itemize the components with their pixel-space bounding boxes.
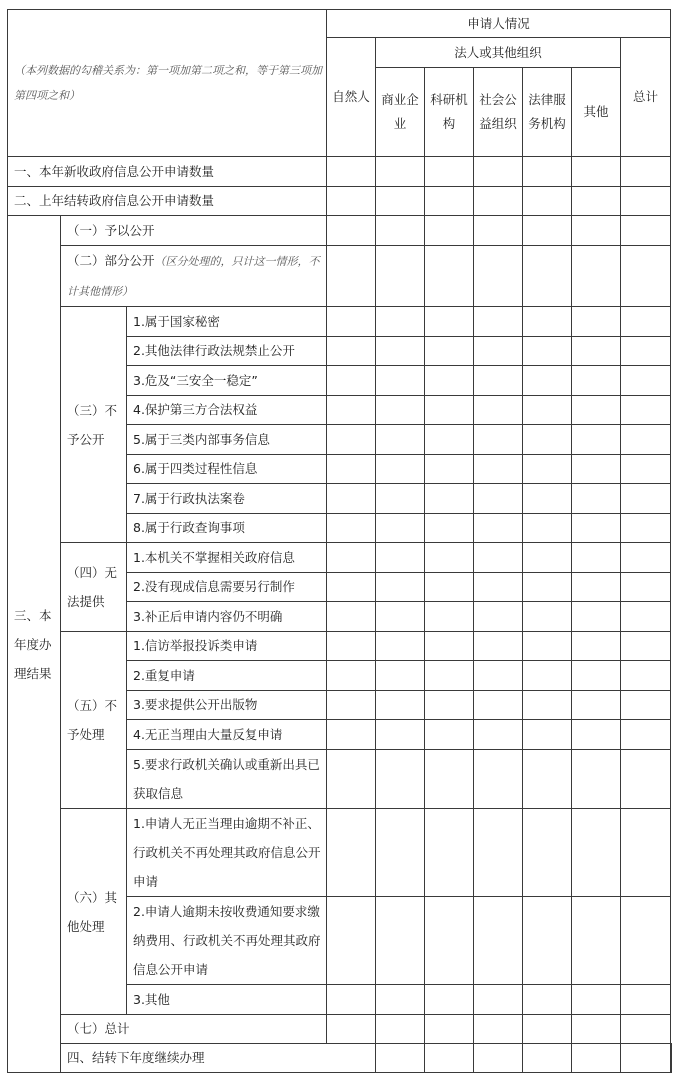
data-cell[interactable] xyxy=(474,632,523,661)
data-cell[interactable] xyxy=(523,514,572,543)
data-cell[interactable] xyxy=(572,246,621,307)
data-cell[interactable] xyxy=(425,396,474,425)
header-legal-service: 法律服务机构 xyxy=(523,68,572,157)
data-cell[interactable] xyxy=(572,661,621,691)
data-cell[interactable] xyxy=(474,543,523,573)
data-cell[interactable] xyxy=(425,514,474,543)
data-cell[interactable] xyxy=(621,632,671,661)
data-cell[interactable] xyxy=(327,484,376,514)
data-cell[interactable] xyxy=(474,157,523,187)
data-cell[interactable] xyxy=(523,661,572,691)
data-cell[interactable] xyxy=(474,337,523,366)
data-cell[interactable] xyxy=(425,157,474,187)
row-item-label: 3.要求提供公开出版物 xyxy=(127,691,327,720)
data-cell[interactable] xyxy=(425,543,474,573)
data-cell[interactable] xyxy=(523,1044,572,1073)
data-cell[interactable] xyxy=(376,187,425,216)
data-cell[interactable] xyxy=(621,246,671,307)
data-cell[interactable] xyxy=(621,307,671,337)
data-cell[interactable] xyxy=(376,484,425,514)
data-cell[interactable] xyxy=(523,366,572,396)
data-cell[interactable] xyxy=(621,1015,671,1044)
data-cell[interactable] xyxy=(327,602,376,632)
data-cell[interactable] xyxy=(376,573,425,602)
data-cell[interactable] xyxy=(425,1015,474,1044)
data-cell[interactable] xyxy=(376,216,425,246)
partial-disclosure-text: （二）部分公开 xyxy=(67,253,155,268)
data-cell[interactable] xyxy=(474,602,523,632)
data-cell[interactable] xyxy=(523,809,572,897)
data-cell[interactable] xyxy=(376,632,425,661)
data-cell[interactable] xyxy=(425,897,474,985)
data-cell[interactable] xyxy=(376,1044,425,1073)
data-cell[interactable] xyxy=(425,425,474,455)
data-cell[interactable] xyxy=(327,337,376,366)
data-cell[interactable] xyxy=(621,691,671,720)
data-cell[interactable] xyxy=(474,187,523,216)
data-cell[interactable] xyxy=(572,691,621,720)
data-cell[interactable] xyxy=(474,1015,523,1044)
data-cell[interactable] xyxy=(572,366,621,396)
data-cell[interactable] xyxy=(327,425,376,455)
row-item-label: 2.没有现成信息需要另行制作 xyxy=(127,573,327,602)
data-cell[interactable] xyxy=(523,985,572,1015)
data-cell[interactable] xyxy=(572,455,621,484)
data-cell[interactable] xyxy=(572,897,621,985)
row-subtotal-label: （七）总计 xyxy=(61,1015,327,1044)
data-cell[interactable] xyxy=(523,750,572,809)
data-cell[interactable] xyxy=(474,455,523,484)
data-cell[interactable] xyxy=(523,897,572,985)
data-cell[interactable] xyxy=(425,573,474,602)
data-cell[interactable] xyxy=(621,573,671,602)
data-cell[interactable] xyxy=(474,720,523,750)
data-cell[interactable] xyxy=(671,1044,672,1073)
data-cell[interactable] xyxy=(474,809,523,897)
row-item-label: 4.保护第三方合法权益 xyxy=(127,396,327,425)
data-cell[interactable] xyxy=(572,425,621,455)
data-cell[interactable] xyxy=(376,337,425,366)
data-cell[interactable] xyxy=(474,216,523,246)
data-cell[interactable] xyxy=(572,632,621,661)
row-unable-to-provide-label: （四）无法提供 xyxy=(61,543,127,632)
row-item-label: 1.属于国家秘密 xyxy=(127,307,327,337)
data-cell[interactable] xyxy=(376,985,425,1015)
data-cell[interactable] xyxy=(572,985,621,1015)
data-cell[interactable] xyxy=(376,396,425,425)
data-cell[interactable] xyxy=(376,897,425,985)
header-natural-person: 自然人 xyxy=(327,38,376,157)
data-cell[interactable] xyxy=(376,720,425,750)
header-research: 科研机构 xyxy=(425,68,474,157)
data-cell[interactable] xyxy=(425,366,474,396)
data-cell[interactable] xyxy=(376,157,425,187)
data-cell[interactable] xyxy=(474,246,523,307)
data-cell[interactable] xyxy=(572,543,621,573)
data-cell[interactable] xyxy=(425,632,474,661)
data-cell[interactable] xyxy=(425,216,474,246)
data-cell[interactable] xyxy=(621,661,671,691)
data-cell[interactable] xyxy=(376,307,425,337)
data-cell[interactable] xyxy=(621,602,671,632)
data-cell[interactable] xyxy=(621,157,671,187)
data-cell[interactable] xyxy=(621,720,671,750)
data-cell[interactable] xyxy=(376,691,425,720)
row-item-label: 2.申请人逾期未按收费通知要求缴纳费用、行政机关不再处理其政府信息公开申请 xyxy=(127,897,327,985)
data-cell[interactable] xyxy=(474,691,523,720)
data-cell[interactable] xyxy=(425,1044,474,1073)
data-cell[interactable] xyxy=(572,157,621,187)
data-cell[interactable] xyxy=(425,985,474,1015)
data-cell[interactable] xyxy=(425,661,474,691)
data-cell[interactable] xyxy=(376,809,425,897)
data-cell[interactable] xyxy=(327,661,376,691)
data-cell[interactable] xyxy=(523,602,572,632)
data-cell[interactable] xyxy=(474,425,523,455)
data-cell[interactable] xyxy=(572,307,621,337)
data-cell[interactable] xyxy=(425,750,474,809)
partial-disclosure-note: （区分处理的，只计这一情形，不计其他情形） xyxy=(67,255,320,298)
data-cell[interactable] xyxy=(572,1044,621,1073)
data-cell[interactable] xyxy=(376,661,425,691)
data-cell[interactable] xyxy=(425,484,474,514)
data-cell[interactable] xyxy=(523,396,572,425)
data-cell[interactable] xyxy=(523,1015,572,1044)
data-cell[interactable] xyxy=(621,484,671,514)
data-cell[interactable] xyxy=(474,307,523,337)
data-cell[interactable] xyxy=(376,514,425,543)
data-cell[interactable] xyxy=(376,455,425,484)
data-cell[interactable] xyxy=(474,396,523,425)
data-cell[interactable] xyxy=(621,543,671,573)
data-cell[interactable] xyxy=(474,484,523,514)
row-item-label: 3.危及“三安全一稳定” xyxy=(127,366,327,396)
data-cell[interactable] xyxy=(327,366,376,396)
data-cell[interactable] xyxy=(621,425,671,455)
row-item-label: 5.属于三类内部事务信息 xyxy=(127,425,327,455)
data-cell[interactable] xyxy=(376,602,425,632)
data-cell[interactable] xyxy=(523,307,572,337)
data-cell[interactable] xyxy=(523,455,572,484)
data-cell[interactable] xyxy=(523,246,572,307)
data-cell[interactable] xyxy=(523,632,572,661)
data-cell[interactable] xyxy=(327,750,376,809)
data-cell[interactable] xyxy=(327,1015,376,1044)
row-item-label: 1.本机关不掌握相关政府信息 xyxy=(127,543,327,573)
row-item-label: 1.信访举报投诉类申请 xyxy=(127,632,327,661)
data-cell[interactable] xyxy=(376,543,425,573)
data-cell[interactable] xyxy=(327,897,376,985)
data-cell[interactable] xyxy=(621,187,671,216)
data-cell[interactable] xyxy=(572,1015,621,1044)
data-cell[interactable] xyxy=(376,425,425,455)
row-item-label: 5.要求行政机关确认或重新出具已获取信息 xyxy=(127,750,327,809)
data-cell[interactable] xyxy=(327,246,376,307)
data-cell[interactable] xyxy=(327,216,376,246)
data-cell[interactable] xyxy=(621,514,671,543)
data-cell[interactable] xyxy=(523,337,572,366)
header-public-welfare: 社会公益组织 xyxy=(474,68,523,157)
data-cell[interactable] xyxy=(621,750,671,809)
data-cell[interactable] xyxy=(572,337,621,366)
data-cell[interactable] xyxy=(523,157,572,187)
data-cell[interactable] xyxy=(425,187,474,216)
header-other: 其他 xyxy=(572,68,621,157)
data-cell[interactable] xyxy=(425,602,474,632)
data-cell[interactable] xyxy=(327,157,376,187)
row-carried-over-label: 二、上年结转政府信息公开申请数量 xyxy=(8,187,327,216)
row-item-label: 3.其他 xyxy=(127,985,327,1015)
data-cell[interactable] xyxy=(523,691,572,720)
row-results-label: 三、本年度办理结果 xyxy=(8,216,61,1073)
row-new-requests-label: 一、本年新收政府信息公开申请数量 xyxy=(8,157,327,187)
data-cell[interactable] xyxy=(523,484,572,514)
data-cell[interactable] xyxy=(474,985,523,1015)
data-cell[interactable] xyxy=(621,366,671,396)
data-cell[interactable] xyxy=(474,1044,523,1073)
data-cell[interactable] xyxy=(425,307,474,337)
data-cell[interactable] xyxy=(425,246,474,307)
data-cell[interactable] xyxy=(621,809,671,897)
data-cell[interactable] xyxy=(572,750,621,809)
data-cell[interactable] xyxy=(474,897,523,985)
data-cell[interactable] xyxy=(376,246,425,307)
data-cell[interactable] xyxy=(572,514,621,543)
header-note: （本列数据的勾稽关系为：第一项加第二项之和，等于第三项加第四项之和） xyxy=(8,10,327,157)
data-cell[interactable] xyxy=(523,187,572,216)
data-cell[interactable] xyxy=(327,514,376,543)
data-cell[interactable] xyxy=(572,484,621,514)
data-cell[interactable] xyxy=(425,720,474,750)
data-cell[interactable] xyxy=(327,985,376,1015)
data-cell[interactable] xyxy=(327,720,376,750)
data-cell[interactable] xyxy=(327,691,376,720)
data-cell[interactable] xyxy=(327,455,376,484)
data-cell[interactable] xyxy=(376,750,425,809)
data-cell[interactable] xyxy=(474,750,523,809)
data-cell[interactable] xyxy=(474,661,523,691)
header-applicant-info: 申请人情况 xyxy=(327,10,671,38)
row-carry-forward-label: 四、结转下年度继续办理 xyxy=(61,1044,376,1073)
data-cell[interactable] xyxy=(572,216,621,246)
data-cell[interactable] xyxy=(572,720,621,750)
data-cell[interactable] xyxy=(327,573,376,602)
data-cell[interactable] xyxy=(572,187,621,216)
data-cell[interactable] xyxy=(523,573,572,602)
header-total: 总计 xyxy=(621,38,671,157)
data-cell[interactable] xyxy=(425,337,474,366)
data-cell[interactable] xyxy=(327,396,376,425)
row-disclosed-label: （一）予以公开 xyxy=(61,216,327,246)
data-cell[interactable] xyxy=(621,337,671,366)
data-cell[interactable] xyxy=(425,455,474,484)
data-cell[interactable] xyxy=(474,573,523,602)
row-item-label: 2.其他法律行政法规禁止公开 xyxy=(127,337,327,366)
row-item-label: 2.重复申请 xyxy=(127,661,327,691)
data-cell[interactable] xyxy=(523,216,572,246)
row-item-label: 1.申请人无正当理由逾期不补正、行政机关不再处理其政府信息公开申请 xyxy=(127,809,327,897)
data-cell[interactable] xyxy=(572,809,621,897)
row-item-label: 8.属于行政查询事项 xyxy=(127,514,327,543)
data-cell[interactable] xyxy=(572,602,621,632)
data-cell[interactable] xyxy=(621,897,671,985)
row-item-label: 6.属于四类过程性信息 xyxy=(127,455,327,484)
header-legal-or-org: 法人或其他组织 xyxy=(376,38,621,68)
data-cell[interactable] xyxy=(376,366,425,396)
data-cell[interactable] xyxy=(327,187,376,216)
data-cell[interactable] xyxy=(474,366,523,396)
data-cell[interactable] xyxy=(425,809,474,897)
row-other-processing-label: （六）其他处理 xyxy=(61,809,127,1015)
data-cell[interactable] xyxy=(327,543,376,573)
data-cell[interactable] xyxy=(572,573,621,602)
data-cell[interactable] xyxy=(523,720,572,750)
data-cell[interactable] xyxy=(523,543,572,573)
data-cell[interactable] xyxy=(621,455,671,484)
data-cell[interactable] xyxy=(621,396,671,425)
data-cell[interactable] xyxy=(327,632,376,661)
row-item-label: 7.属于行政执法案卷 xyxy=(127,484,327,514)
header-commercial: 商业企业 xyxy=(376,68,425,157)
data-cell[interactable] xyxy=(621,985,671,1015)
data-cell[interactable] xyxy=(425,691,474,720)
data-cell[interactable] xyxy=(474,514,523,543)
data-cell[interactable] xyxy=(327,307,376,337)
data-cell[interactable] xyxy=(327,809,376,897)
row-item-label: 3.补正后申请内容仍不明确 xyxy=(127,602,327,632)
row-partial-disclosure-label xyxy=(61,246,327,307)
data-cell[interactable] xyxy=(621,216,671,246)
row-not-disclosed-label: （三）不予公开 xyxy=(61,307,127,543)
row-item-label: 4.无正当理由大量反复申请 xyxy=(127,720,327,750)
data-cell[interactable] xyxy=(621,1044,671,1073)
data-cell[interactable] xyxy=(376,1015,425,1044)
data-cell[interactable] xyxy=(572,396,621,425)
data-cell[interactable] xyxy=(523,425,572,455)
row-not-processed-label: （五）不予处理 xyxy=(61,632,127,809)
government-info-disclosure-table xyxy=(7,9,672,1073)
